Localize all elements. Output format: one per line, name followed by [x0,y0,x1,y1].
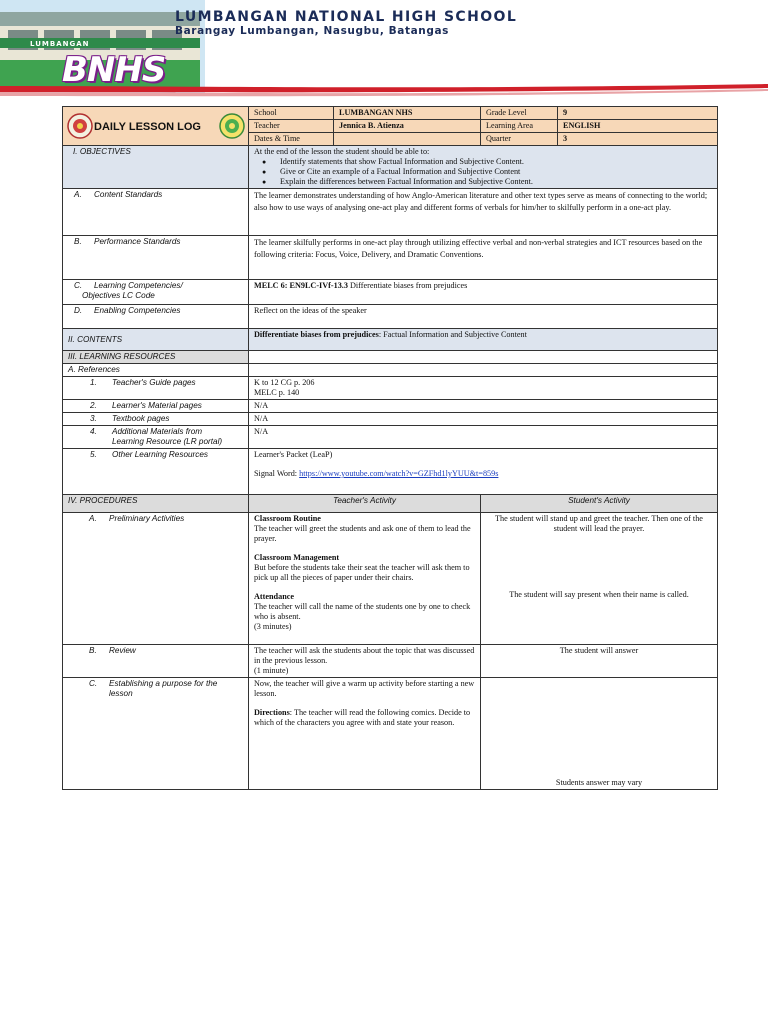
teacher-label: Teacher [249,120,334,133]
grade-value: 9 [558,107,718,120]
signal-word-link[interactable]: https://www.youtube.com/watch?v=GZFhd1lyYUU&t=859s [299,469,499,478]
additional-materials-value: N/A [249,426,718,449]
date-label: Dates & Time [249,133,334,146]
school-name: LUMBANGAN NATIONAL HIGH SCHOOL [175,9,518,25]
purpose-student: Students answer may vary [481,678,718,790]
contents-text: Differentiate biases from prejudices: Factual Information and Subjective Content [249,329,718,351]
enabling-row [63,305,718,329]
teachers-guide-label: 1. Teacher's Guide pages [63,377,249,400]
textbook-label: 3. Textbook pages [63,413,249,426]
deped-seal-icon [67,113,93,139]
objective-item: ● Explain the differences between Factual Information and Subjective Content. [262,177,712,187]
purpose-label: C. Establishing a purpose for the lesson [63,678,249,790]
resources-empty [249,351,718,364]
objectives-list [254,157,712,187]
area-value: ENGLISH [558,120,718,133]
review-student: The student will answer [481,645,718,678]
other-resources-label: 5. Other Learning Resources [63,449,249,495]
enabling-label: D. Enabling Competencies [63,305,249,329]
learners-material-row [63,400,718,413]
teacher-activity-header: Teacher's Activity [249,495,481,513]
purpose-row [63,678,718,790]
header-row-school [63,107,718,120]
additional-materials-label: 4. Additional Materials from Learning Resource (LR portal) [63,426,249,449]
learners-material-value: N/A [249,400,718,413]
date-value [334,133,481,146]
quarter-value: 3 [558,133,718,146]
references-empty [249,364,718,377]
performance-standards-text: The learner skilfully performs in one-act play through utilizing effective verbal and non-verbal strategies and ICT resources based on the following criteria: Focus, Voice, Delivery, and Dramatic Conventions. [249,236,718,280]
review-teacher: The teacher will ask the students about the topic that was discussed in the previous lesson. (1 minute) [249,645,481,678]
teacher-value: Jennica B. Atienza [334,120,481,133]
additional-materials-row [63,426,718,449]
dll-title: DAILY LESSON LOG [94,121,201,133]
objective-item: ● Give or Cite an example of a Factual Information and Subjective Content [262,167,712,177]
procedures-header-row [63,495,718,513]
school-label: School [249,107,334,120]
procedures-label: IV. PROCEDURES [63,495,249,513]
other-resources-row [63,449,718,495]
preliminary-student: The student will stand up and greet the teacher. Then one of the student will lead the prayer. The student will say present when their name is called. [481,513,718,645]
school-banner [0,0,768,100]
performance-standards-row [63,236,718,280]
resources-row [63,351,718,364]
competencies-label: C. Learning Competencies/ Objectives LC Code [63,280,249,305]
preliminary-row [63,513,718,645]
enabling-text: Reflect on the ideas of the speaker [249,305,718,329]
competencies-text: MELC 6: EN9LC-IVf-13.3 Differentiate biases from prejudices [249,280,718,305]
learners-material-label: 2. Learner's Material pages [63,400,249,413]
grade-label: Grade Level [481,107,558,120]
performance-standards-label: B. Performance Standards [63,236,249,280]
other-resources-value: Learner's Packet (LeaP) Signal Word: https://www.youtube.com/watch?v=GZFhd1lyYUU&t=859s [249,449,718,495]
content-standards-text: The learner demonstrates understanding of how Anglo-American literature and other text types serve as means of connecting to the world; also how to use ways of analysing one-act play and different forms of verbals for him/her to skilfully perform in a one-act play. [249,189,718,236]
objectives-content [249,146,718,189]
objective-item: ● Identify statements that show Factual Information and Subjective Content. [262,157,712,167]
references-label: A. References [63,364,249,377]
school-address: Barangay Lumbangan, Nasugbu, Batangas [175,25,449,37]
teachers-guide-row [63,377,718,400]
review-label: B. Review [63,645,249,678]
contents-label: II. CONTENTS [63,329,249,351]
textbook-row [63,413,718,426]
competencies-row [63,280,718,305]
dll-title-cell [63,107,249,146]
building-sign: LUMBANGAN [30,40,90,48]
references-row [63,364,718,377]
school-seal-icon [219,113,245,139]
school-value: LUMBANGAN NHS [334,107,481,120]
content-standards-label: A. Content Standards [63,189,249,236]
purpose-teacher: Now, the teacher will give a warm up activity before starting a new lesson. Directions: The teacher will read the following comics. Decide to which of the characters you agree with and state your reason. [249,678,481,790]
quarter-label: Quarter [481,133,558,146]
objectives-row [63,146,718,189]
textbook-value: N/A [249,413,718,426]
objectives-label: I. OBJECTIVES [63,146,249,189]
review-row [63,645,718,678]
preliminary-label: A. Preliminary Activities [63,513,249,645]
content-standards-row [63,189,718,236]
bnhs-logo-text: BNHS [62,50,166,90]
preliminary-teacher: Classroom Routine The teacher will greet the students and ask one of them to lead the prayer. Classroom Management But before the students take their seat the teacher will ask them to pick up all the pieces of paper under their chairs. Attendance The teacher will call the name of the students one by one to check who is absent. (3 minutes) [249,513,481,645]
student-activity-header: Student's Activity [481,495,718,513]
area-label: Learning Area [481,120,558,133]
daily-lesson-log-table [62,106,718,790]
objectives-intro: At the end of the lesson the student should be able to: [254,147,430,156]
resources-label: III. LEARNING RESOURCES [63,351,249,364]
teachers-guide-value: K to 12 CG p. 206 MELC p. 140 [249,377,718,400]
contents-row [63,329,718,351]
